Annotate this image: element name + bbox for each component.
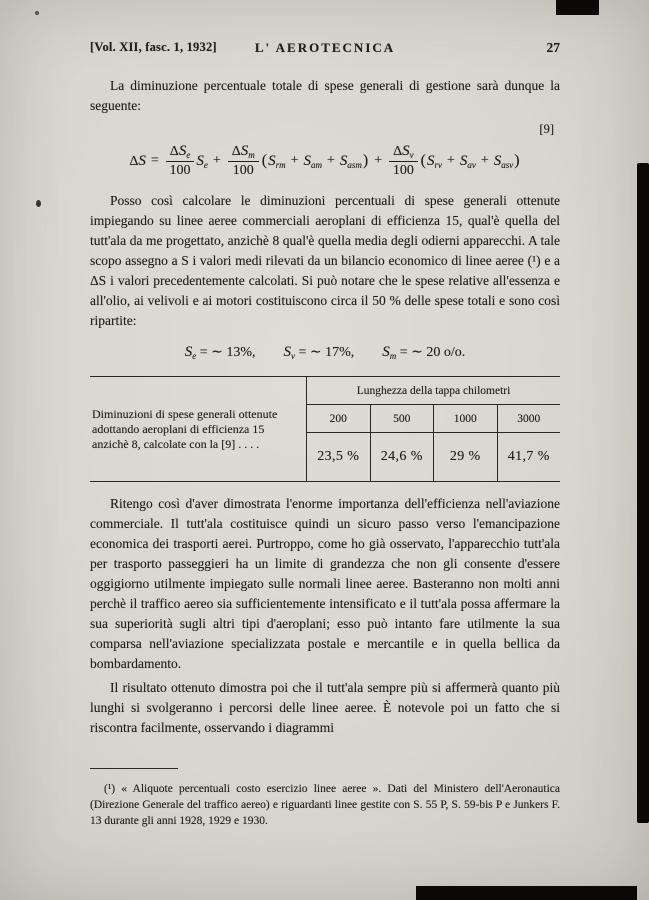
share-subscript: e: [192, 351, 197, 362]
footnote: (¹) « Aliquote percentuali costo esercizio linee aeree ». Dati del Ministero dell'Aeronautica (Direzione Generale del traffico aereo) e riguardanti linee gestite con S. 55 P, S. 59-bis P e Junkers F. 13 durante gli anni 1928, 1929 e 1930.: [90, 782, 560, 827]
share-essenza: [185, 344, 256, 361]
equation-operator: ): [362, 152, 369, 170]
footnote-divider: [90, 768, 178, 769]
scan-artifact-speck: [36, 200, 41, 207]
intro-paragraph: La diminuzione percentuale totale di spese generali di gestione sarà dunque la seguente:: [90, 78, 560, 113]
scan-artifact-speck: [35, 11, 39, 15]
equation-symbol: $\Delta S_e$: [169, 143, 191, 160]
share-motori: [382, 344, 465, 361]
equation-fraction: $\frac{\Delta S_m}{100}$: [228, 143, 259, 179]
equation-symbol: $S_{asm}$: [339, 152, 362, 170]
equation: [90, 143, 560, 179]
equation-symbol: $S_{av}$: [459, 152, 476, 170]
share-symbol: S: [184, 344, 193, 361]
equation-operator: ): [514, 152, 520, 170]
equation-symbol: $\Delta S_m$: [231, 143, 255, 160]
equation-operator: +: [290, 153, 299, 169]
table-col-header: 1000: [433, 405, 497, 432]
equation-symbol: $S_{rv}$: [426, 152, 442, 170]
share-subscript: v: [290, 351, 295, 362]
body-paragraph-2: Ritengo così d'aver dimostrata l'enorme importanza dell'efficienza nell'aviazione commerciale. Il tutt'ala costituisce quindi un sicuro passo verso l'emancipazione economica dei trasporti aerei. Purtroppo, come ho già osservato, l'apparecchio tutt'ala per trasporto passeggieri ha un limite di grandezza che non gli consente d'essere oggigiorno utilmente impiegato sulle normali linee aeree. Basteranno non molti anni perchè il traffico aereo sia sufficientemente intensificato e il tutt'ala possa affermare la sua superiorità sugli altri tipi d'aeroplani; esso può intanto fare utilmente la sua comparsa nell'aviazione specializzata postale e mercantile e in quella bellica da bombardamento.: [90, 496, 560, 672]
scan-artifact-right-bar: [637, 163, 649, 823]
equation-operator: =: [150, 153, 159, 169]
table-col-header: 200: [329, 412, 347, 425]
share-velivoli: [283, 344, 354, 361]
table-col-header: 500: [370, 405, 434, 432]
equation-operator: +: [326, 153, 335, 169]
table-row-label: Diminuzioni di spese generali ottenute adottando aeroplani di efficienza 15 anzichè 8, calcolate con la [9] . . . .: [92, 406, 278, 451]
equation-symbol: ΔS: [129, 152, 146, 169]
equation-fraction: $\frac{\Delta S_v}{100}$: [389, 143, 418, 179]
share-value: = ∼ 17%,: [298, 345, 355, 361]
table-values-row: [307, 433, 560, 481]
equation-symbol: $\Delta S_v$: [393, 143, 414, 160]
table-data-block: [306, 377, 560, 481]
equation-operator: +: [480, 153, 489, 169]
equation-fraction: $\frac{\Delta S_e}{100}$: [166, 143, 195, 179]
table-column-headers: [307, 405, 560, 433]
results-table: [90, 376, 560, 482]
page-number: 27: [546, 40, 560, 55]
table-col-header: 3000: [497, 405, 561, 432]
table-header-span: Lunghezza della tappa chilometri: [307, 377, 560, 405]
body-paragraph-1: Posso così calcolare le diminuzioni percentuali di spese generali ottenute impiegando su linee aeree commerciali aeroplani di efficienza 15, qual'è quella del tutt'ala da me progettato, anzichè 8 qual'è quella media degli odierni apparecchi. A tale scopo assegno a S i valori medi rilevati da un bilancio economico di linee aeree (¹) e a ΔS i valori precedentemente calcolati. Si può notare che le spese relative all'essenza e all'olio, ai velivoli e ai motori costituiscono circa il 50 % delle spese totali e sono così ripartite:: [90, 193, 560, 329]
equation-symbol: $S_{asv}$: [493, 152, 514, 170]
expense-shares-line: [90, 344, 560, 361]
equation-operator: +: [446, 153, 455, 169]
equation-operator: +: [374, 153, 383, 169]
equation-symbol: $S_{am}$: [303, 152, 322, 170]
journal-title: L' AEROTECNICA: [254, 40, 396, 55]
equation-symbol: $S_{rm}$: [268, 152, 286, 170]
page-header: [90, 40, 560, 58]
table-cell: 23,5 %: [317, 449, 360, 465]
equation-operator: (: [420, 152, 426, 170]
share-symbol: S: [382, 344, 390, 361]
equation-number: [9]: [539, 122, 554, 136]
equation-symbol: $S_e$: [196, 152, 208, 170]
body-paragraph-3: Il risultato ottenuto dimostra poi che il tutt'ala sempre più si affermerà quanto più lunghi si svolgeranno i percorsi delle linee aeree. È notevole poi un fatto che si riscontra facilmente, osservando i diagrammi: [90, 680, 560, 736]
scan-artifact-top-bar: [556, 0, 599, 15]
share-value: = ∼ 20 o/o.: [399, 345, 466, 361]
volume-citation: [Vol. XII, fasc. 1, 1932]: [90, 40, 217, 54]
table-cell: 24,6 %: [370, 433, 434, 481]
scan-artifact-bottom-bar: [416, 886, 637, 900]
table-cell: 41,7 %: [497, 433, 561, 481]
share-subscript: m: [389, 351, 397, 362]
equation-operator: +: [212, 153, 221, 169]
table-cell: 29 %: [433, 433, 497, 481]
share-symbol: S: [283, 344, 291, 361]
text-column: [90, 40, 560, 840]
share-value: = ∼ 13%,: [199, 345, 256, 361]
equation-operator: (: [261, 152, 268, 170]
